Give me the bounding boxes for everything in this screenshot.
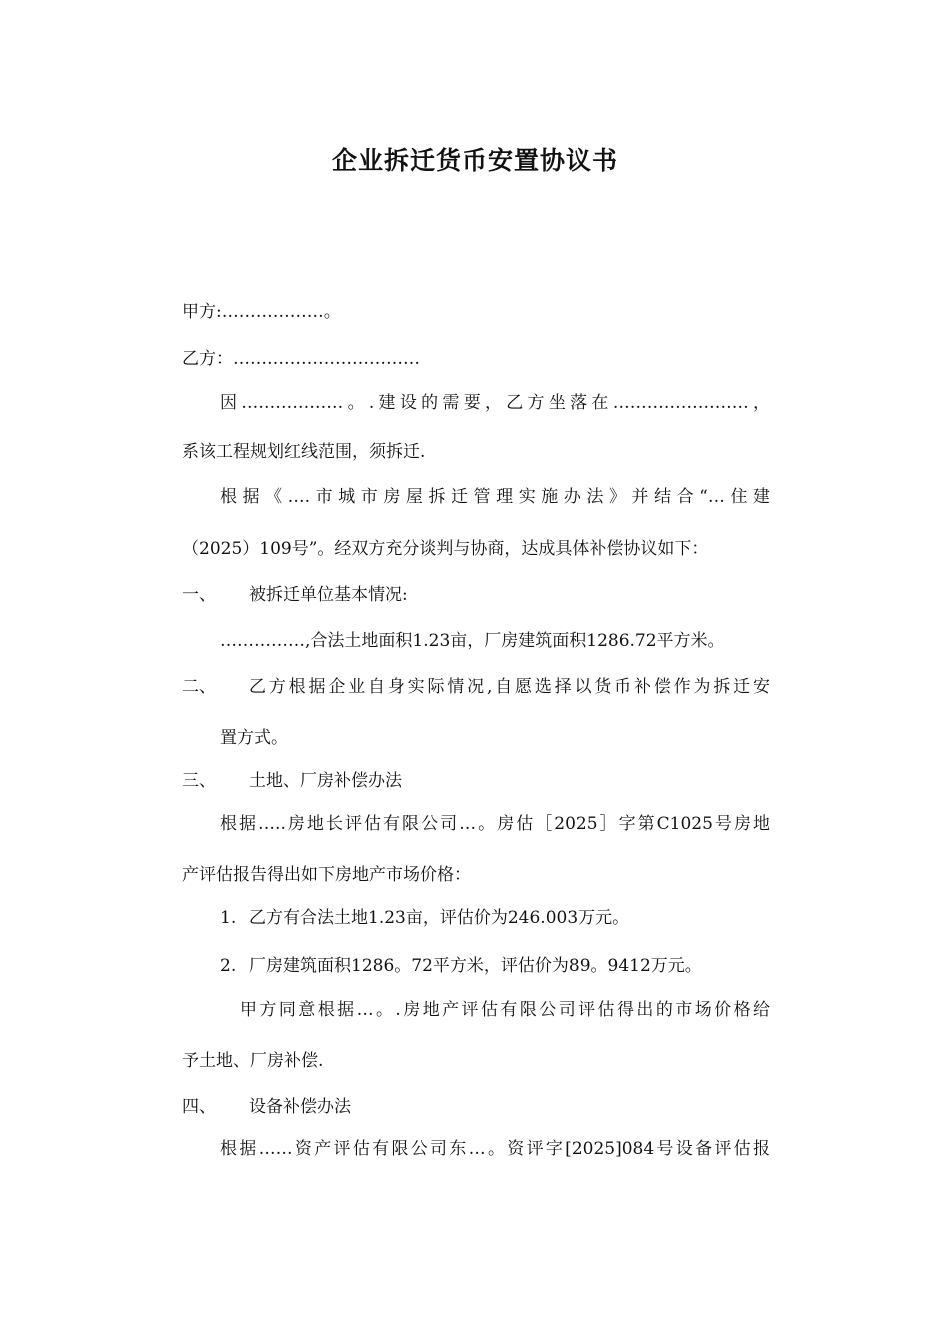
section-3-number: 三、	[182, 771, 216, 791]
basis-line-2: （2025）109号”。经双方充分谈判与协商，达成具体补偿协议如下：	[182, 539, 709, 559]
section-2-line-2: 置方式。	[220, 728, 288, 748]
document-title: 企业拆迁货币安置协议书	[331, 146, 618, 175]
section-3-agreement-line-1: 甲方同意根据…。.房地产评估有限公司评估得出的市场价格给	[240, 1000, 770, 1020]
section-1-number: 一、	[182, 585, 216, 605]
section-2-line-1: 乙方根据企业自身实际情况,自愿选择以货币补偿作为拆迁安	[249, 677, 770, 697]
section-2-number: 二、	[182, 677, 216, 697]
intro-line-2: 系该工程规划红线范围，须拆迁.	[182, 442, 426, 462]
section-3-title: 土地、厂房补偿办法	[249, 771, 402, 791]
intro-line-1: 因………………。.建设的需要，乙方坐落在……………………，	[220, 393, 770, 413]
party-b-line: 乙方：……………………………	[182, 349, 420, 369]
section-3-agreement-line-2: 予土地、厂房补偿.	[182, 1051, 324, 1071]
section-1-title: 被拆迁单位基本情况:	[249, 585, 408, 605]
section-3-body-line-2: 产评估报告得出如下房地产市场价格：	[182, 865, 471, 885]
section-4-title: 设备补偿办法	[249, 1097, 351, 1117]
section-4-number: 四、	[182, 1097, 216, 1117]
section-1-body: ……………,合法土地面积1.23亩，厂房建筑面积1286.72平方米。	[220, 631, 725, 651]
list-item-2: 厂房建筑面积1286。72平方米，评估价为89。9412万元。	[249, 956, 702, 976]
list-item-2-number: 2.	[220, 956, 237, 976]
list-item-1-number: 1.	[220, 908, 237, 928]
section-4-body-line-1: 根据……资产评估有限公司东…。资评字[2025]084号设备评估报	[220, 1139, 770, 1159]
basis-line-1: 根据《….市城市房屋拆迁管理实施办法》并结合“…住建	[220, 487, 770, 507]
section-3-body-line-1: 根据…..房地长评估有限公司…。房估［2025］字第C1025号房地	[220, 814, 770, 834]
party-a-line: 甲方:………………。	[182, 302, 341, 322]
list-item-1: 乙方有合法土地1.23亩，评估价为246.003万元。	[249, 908, 630, 928]
